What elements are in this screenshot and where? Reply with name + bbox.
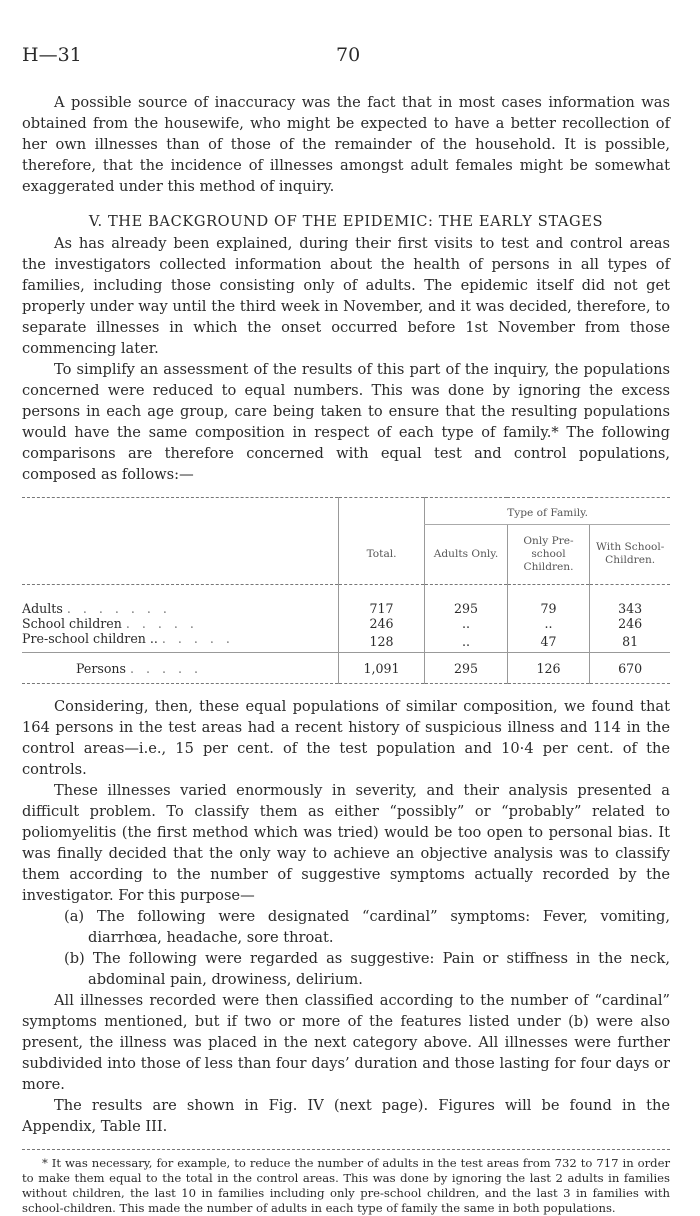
paragraph-illnesses: These illnesses varied enormously in severity, and their analysis presented a difficult problem. To classify them as either “possibly” or “probably” related to poliomyelitis (the first method which was tried) would be too open to personal bias. It was finally decided that the only way to achieve an objective analysis was to classify them according to the number of suggestive symptoms actually recorded by the investigator. For this purpose— [22, 782, 670, 904]
cell-total: 128 [338, 631, 424, 653]
adults-only-header: Adults Only. [425, 524, 507, 585]
document-reference: H—31 [22, 44, 82, 66]
cell-adults-only: 295 [425, 653, 507, 684]
cell-school: 81 [590, 631, 670, 653]
cell-preschool: 47 [507, 631, 590, 653]
leader-dots: ..... [161, 631, 242, 646]
type-of-family-header: Type of Family. [425, 498, 670, 525]
section-heading: V. THE BACKGROUND OF THE EPIDEMIC: THE EARLY STAGES [88, 213, 604, 230]
table-row [22, 601, 670, 616]
table-row [22, 631, 670, 653]
cell-school: 670 [590, 653, 670, 684]
leader-dots: ..... [130, 660, 211, 676]
paragraph-background: As has already been explained, during their first visits to test and control areas the investigators collected information about the health of persons in all types of families, including those consisting only of adults. The epidemic itself did not get properly under way until the third week in November, and it was decided, therefore, to separate illnesses in which the onset occurred before 1st November from those commencing later. [22, 235, 670, 357]
list-item-suggestive: (b) The following were regarded as suggestive: Pain or stiffness in the neck, abdominal pain, drowiness, delirium. [64, 950, 670, 988]
row-label: Pre-school children .. [22, 631, 158, 646]
footnote: * It was necessary, for example, to reduce the number of adults in the test areas from 732 to 717 in order to make them equal to the total in the control areas. This was done by ignoring the last 2 adults in families without children, the last 10 in families including only pre-school children, and the last 3 in families with school-children. This made the number of adults in each type of family the same in both populations. [22, 1149, 670, 1216]
leader-dots: ....... [66, 601, 179, 616]
total-header: Total. [338, 524, 424, 585]
cell-preschool: .. [507, 616, 590, 631]
cell-adults-only: .. [425, 631, 507, 653]
cell-preschool: 126 [507, 653, 590, 684]
cell-total: 717 [338, 601, 424, 616]
document-page [22, 40, 670, 1216]
table-row [22, 616, 670, 631]
paragraph-simplify: To simplify an assessment of the results of this part of the inquiry, the populations concerned were reduced to equal numbers. This was done by ignoring the excess persons in each age group, care being taken to ensure that the resulting populations would have the same composition in respect of each type of family.* The following comparisons are therefore concerned with equal test and control populations, composed as follows:— [22, 361, 670, 483]
preschool-header: Only Pre-school Children. [507, 524, 590, 585]
school-children-header: With School-Children. [590, 524, 670, 585]
page-number: 70 [336, 44, 361, 66]
row-label: School children [22, 616, 122, 631]
totals-row [22, 653, 670, 684]
paragraph-considering: Considering, then, these equal populations of similar composition, we found that 164 persons in the test areas had a recent history of suspicious illness and 114 in the control areas—i.e., 15 per cent. of the test population and 10·4 per cent. of the controls. [22, 698, 670, 778]
cell-preschool: 79 [507, 601, 590, 616]
cell-adults-only: 295 [425, 601, 507, 616]
leader-dots: ..... [125, 616, 206, 631]
page-header [22, 40, 670, 66]
totals-label: Persons [76, 660, 126, 676]
cell-total: 1,091 [338, 653, 424, 684]
paragraph-inaccuracy: A possible source of inaccuracy was the fact that in most cases information was obtained from the housewife, who might be expected to have a better recollection of her own illnesses than of those of the remainder of the household. It is possible, therefore, that the incidence of illnesses amongst adult females might be somewhat exaggerated under this method of inquiry. [22, 94, 670, 195]
population-table [22, 497, 670, 684]
row-label: Adults [22, 601, 63, 616]
list-item-cardinal: (a) The following were designated “cardinal” symptoms: Fever, vomiting, diarrhœa, headache, sore throat. [64, 908, 670, 946]
cell-total: 246 [338, 616, 424, 631]
cell-school: 343 [590, 601, 670, 616]
paragraph-results: The results are shown in Fig. IV (next page). Figures will be found in the Appendix, Table III. [22, 1097, 670, 1135]
paragraph-classified: All illnesses recorded were then classified according to the number of “cardinal” symptoms mentioned, but if two or more of the features listed under (b) were also present, the illness was placed in the next category above. All illnesses were further subdivided into those of less than four days’ duration and those lasting for four days or more. [22, 992, 670, 1093]
cell-school: 246 [590, 616, 670, 631]
cell-adults-only: .. [425, 616, 507, 631]
